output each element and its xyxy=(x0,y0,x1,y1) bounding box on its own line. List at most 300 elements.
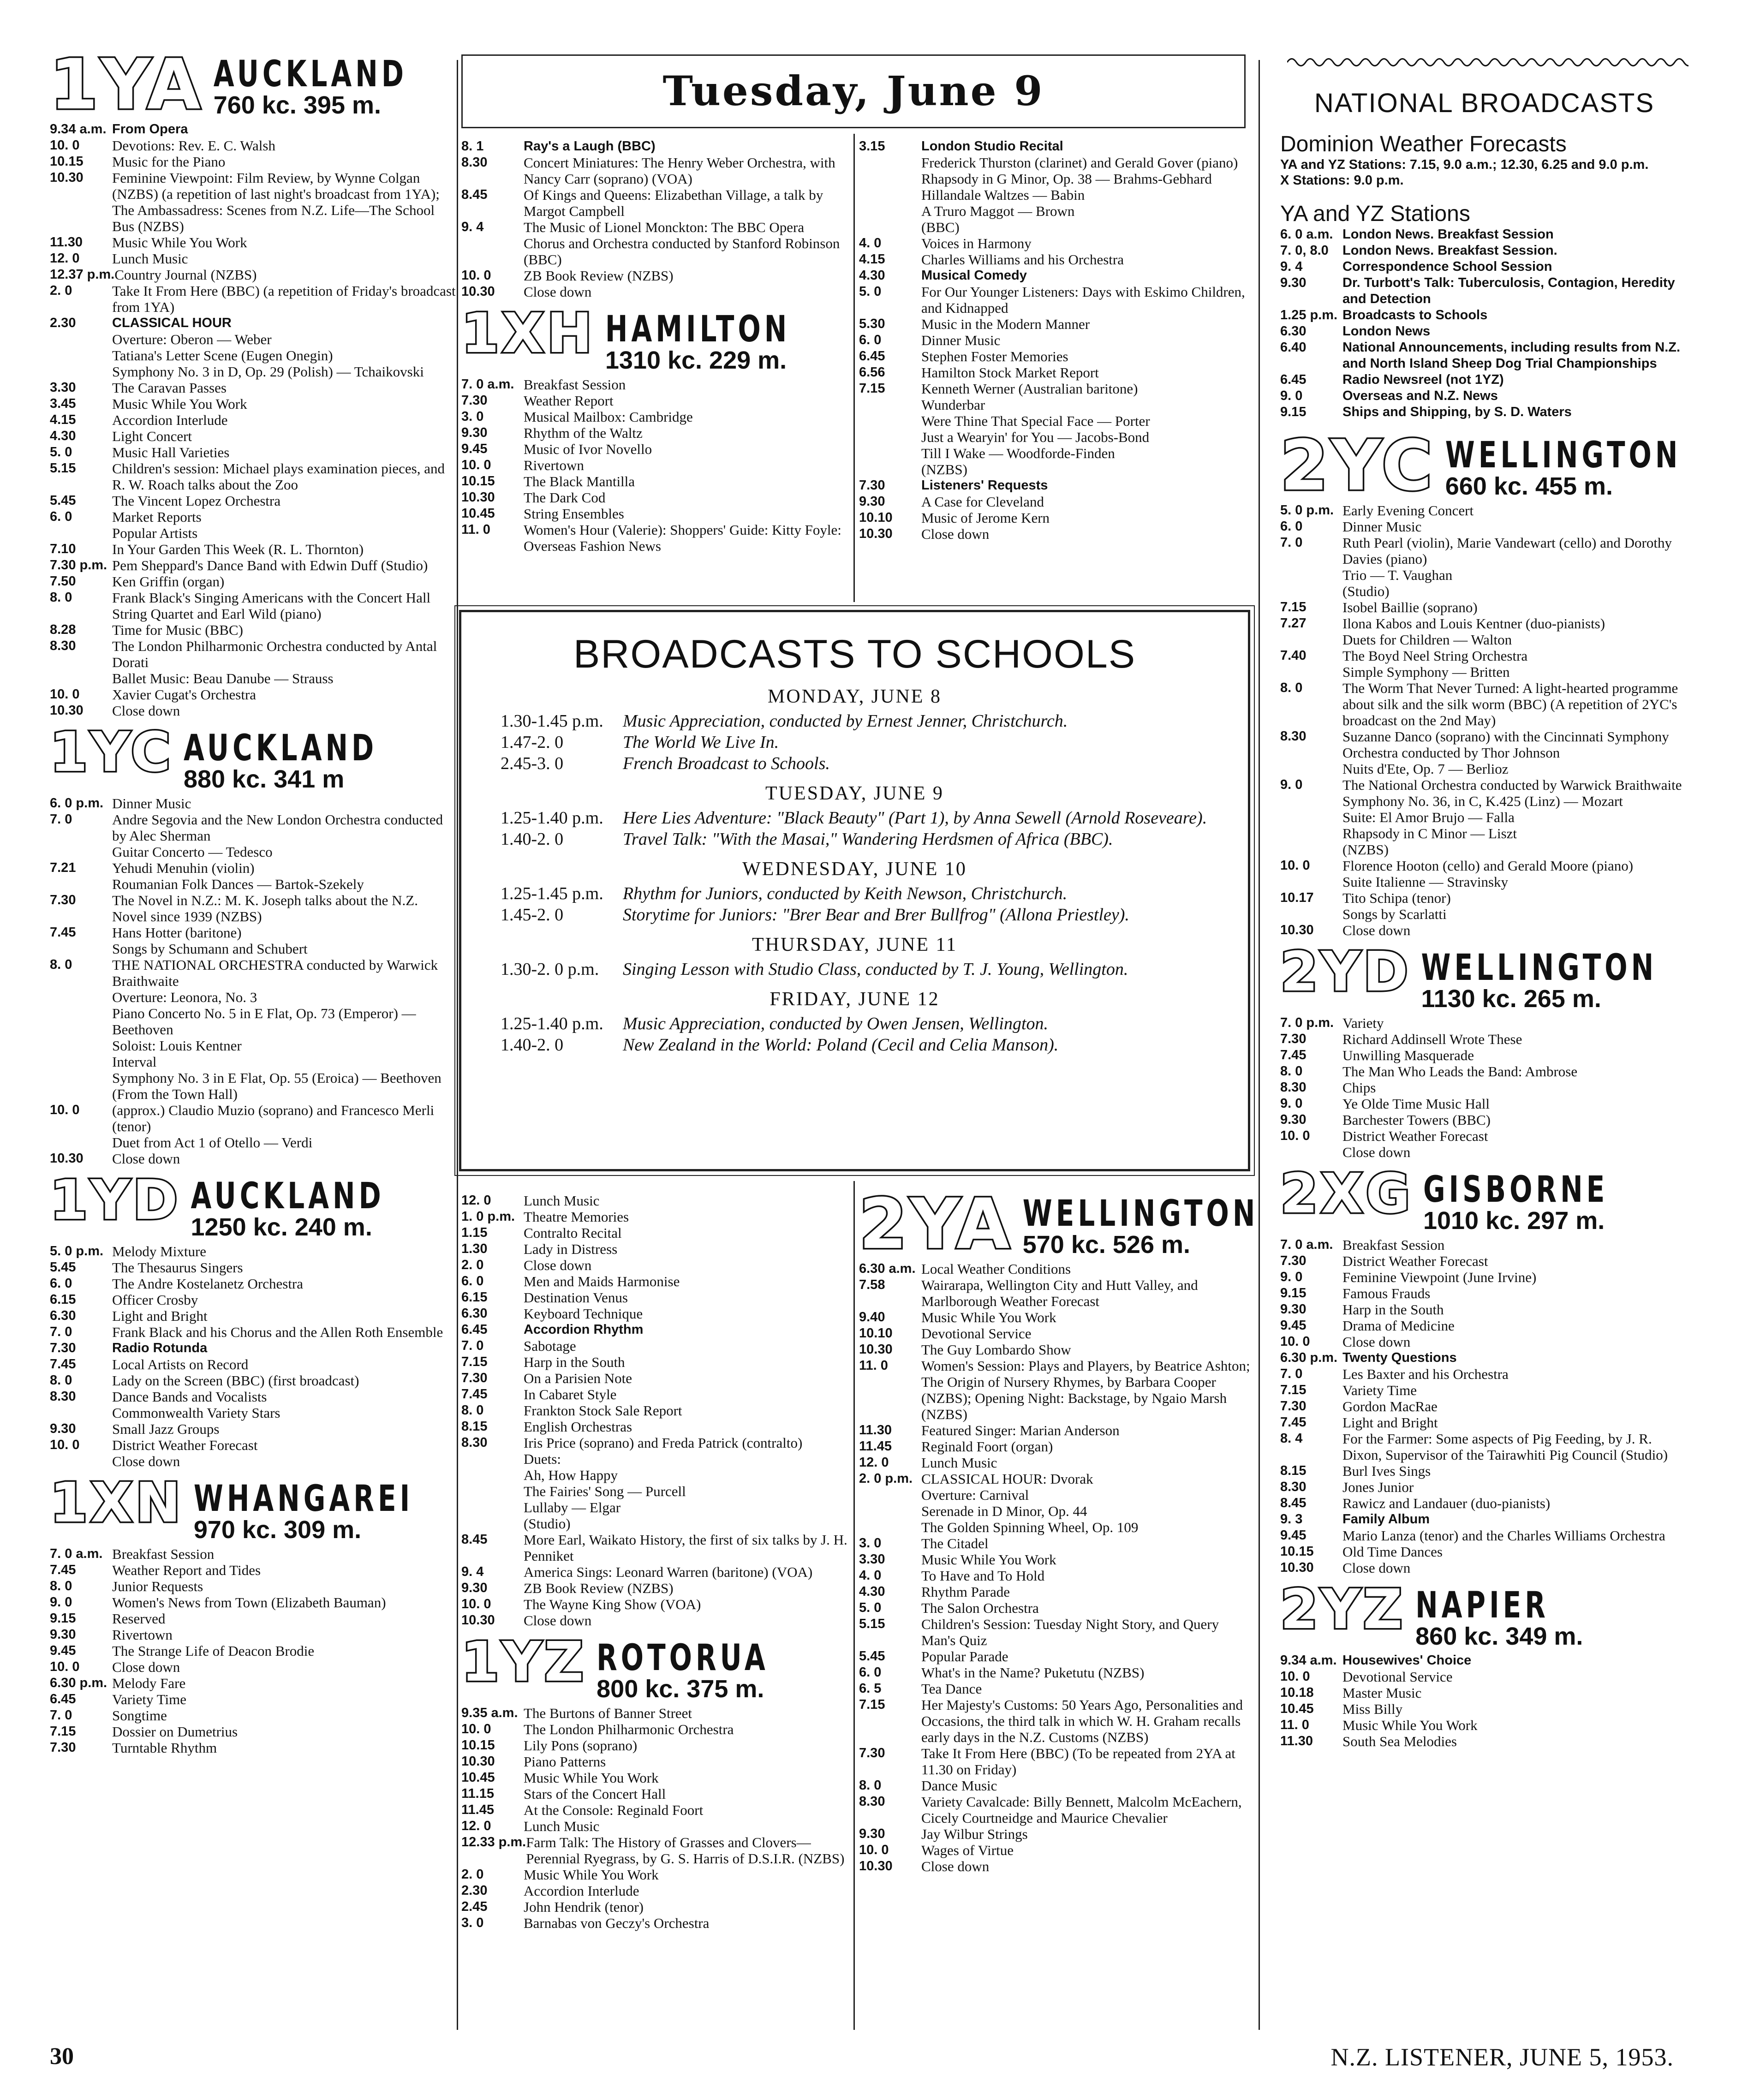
schedule-time: 10.30 xyxy=(1280,923,1314,937)
schedule-text: Piano Patterns xyxy=(524,1754,606,1770)
schedule-item xyxy=(1280,1701,1688,1717)
schedule-item xyxy=(50,331,456,347)
schedule-time: 4.30 xyxy=(859,268,885,283)
schedule-text: Duets: xyxy=(524,1451,561,1467)
schedule-text: At the Console: Reginald Foort xyxy=(524,1802,704,1818)
schedule-text: Local Artists on Record xyxy=(112,1356,249,1372)
schedule-item xyxy=(1280,632,1688,648)
schedule-text: Suite Italienne — Stravinsky xyxy=(1342,874,1509,890)
schedule-item xyxy=(1280,1653,1688,1669)
schedule-time: 10.30 xyxy=(461,1754,495,1769)
schedule-text: Close down xyxy=(524,1612,592,1629)
schedule-item xyxy=(1280,1544,1688,1560)
schedule-item xyxy=(1280,599,1688,615)
schedule-item xyxy=(461,1225,849,1241)
schedule-time: 7.30 xyxy=(50,1341,76,1355)
schedule-text: Jones Junior xyxy=(1342,1479,1414,1495)
station-city: WHANGAREI xyxy=(193,1477,414,1520)
schedule-item xyxy=(1280,841,1688,858)
schedule-item xyxy=(50,315,456,331)
schedule-text: Lady in Distress xyxy=(524,1241,618,1257)
schedule-text: Ken Griffin (organ) xyxy=(112,573,225,590)
schedule-text: Reginald Foort (organ) xyxy=(921,1438,1053,1455)
schedule-item xyxy=(859,1664,1253,1681)
station-header-2yc xyxy=(1280,426,1688,506)
schedule-item xyxy=(859,1778,1253,1794)
schedule-item xyxy=(859,155,1253,171)
schedule-item xyxy=(461,489,849,506)
schedule-text: Time for Music (BBC) xyxy=(112,622,243,638)
schedule-text: Women's Hour (Valerie): Shoppers' Guide: Kitty Foyle: Overseas Fashion News xyxy=(524,522,841,554)
schedule-time: 7.15 xyxy=(859,1697,885,1712)
schedule-item xyxy=(50,925,456,941)
schedule-text: Women's Session: Plays and Players, by Beatrice Ashton; The Origin of Nursery Rhymes, by Barbara Cooper (NZBS); Opening Night: Backstage, by Ngaio Marsh (NZBS) xyxy=(921,1358,1250,1422)
schedule-text: Chips xyxy=(1342,1080,1376,1096)
schedule-time xyxy=(1280,583,1342,599)
schedule-item xyxy=(859,397,1253,413)
schools-text: The World We Live In. xyxy=(623,733,779,752)
schedule-item xyxy=(50,493,456,509)
schools-time: 1.25-1.45 p.m. xyxy=(501,884,603,903)
schedule-text: Close down xyxy=(1342,1144,1411,1160)
schedule-text: District Weather Forecast xyxy=(1342,1128,1488,1144)
schedule-item xyxy=(859,1277,1253,1309)
station-frequency: 800 kc. 375 m. xyxy=(597,1675,764,1703)
schedule-time xyxy=(50,1005,112,1038)
schedule-text: CLASSICAL HOUR xyxy=(112,316,232,330)
schedule-item xyxy=(461,1770,849,1786)
schedule-item xyxy=(50,703,456,719)
schedule-item xyxy=(461,1580,849,1596)
schedule-item xyxy=(1280,1733,1688,1749)
schedule-text: Ilona Kabos and Louis Kentner (duo-pianists) xyxy=(1342,615,1605,632)
schedule-item xyxy=(50,1389,456,1405)
schedule-item xyxy=(859,348,1253,364)
schedule-time: 3.45 xyxy=(50,396,76,411)
schools-text: Here Lies Adventure: "Black Beauty" (Part 1), by Anna Sewell (Arnold Roseveare). xyxy=(623,808,1207,828)
schedule-item xyxy=(50,1562,456,1578)
schedule-time: 9.15 xyxy=(1280,405,1306,419)
schedule-1yz xyxy=(461,1705,849,1931)
schedule-text: Officer Crosby xyxy=(112,1292,198,1308)
schedule-text: Xavier Cugat's Orchestra xyxy=(112,686,257,703)
schedule-text: Close down xyxy=(921,526,990,542)
schedule-time: 11.15 xyxy=(461,1786,494,1801)
schedule-item xyxy=(1280,1398,1688,1414)
schedule-item xyxy=(461,506,849,522)
schools-time: 1.30-2. 0 p.m. xyxy=(501,960,599,979)
station-header-1yz xyxy=(461,1630,849,1703)
schedule-time xyxy=(859,413,921,429)
schedule-item xyxy=(461,1338,849,1354)
schedule-text: The Vincent Lopez Orchestra xyxy=(112,493,281,509)
schedule-text: London News. Breakfast Session xyxy=(1342,227,1554,242)
schedule-text: Music While You Work xyxy=(112,234,247,251)
schedule-text: Soloist: Louis Kentner xyxy=(112,1038,242,1054)
schedule-time: 7.27 xyxy=(1280,616,1306,631)
schedule-text: The Burtons of Banner Street xyxy=(524,1705,692,1721)
schedule-item xyxy=(859,1681,1253,1697)
schedule-item xyxy=(50,121,456,137)
station-frequency: 1250 kc. 240 m. xyxy=(191,1213,372,1241)
schedule-item xyxy=(1280,227,1688,243)
schedule-item xyxy=(1280,1511,1688,1527)
station-frequency: 760 kc. 395 m. xyxy=(213,91,382,119)
schedule-text: Frank Black and his Chorus and the Allen Roth Ensemble xyxy=(112,1324,443,1340)
schedule-item xyxy=(859,1697,1253,1745)
schedule-item xyxy=(859,1584,1253,1600)
schedule-text: Close down xyxy=(112,1151,180,1167)
schedule-time: 10.30 xyxy=(461,284,495,299)
schedule-text: Weather Report and Tides xyxy=(112,1562,261,1578)
schedule-item xyxy=(461,1883,849,1899)
schedule-text: Melody Mixture xyxy=(112,1243,207,1259)
schedule-time xyxy=(461,1483,524,1499)
schedule-time: 7.15 xyxy=(461,1354,488,1369)
schedule-text: ZB Book Review (NZBS) xyxy=(524,1580,674,1596)
schools-title: BROADCASTS TO SCHOOLS xyxy=(573,632,1136,676)
schedule-text: Wairarapa, Wellington City and Hutt Valley, and Marlborough Weather Forecast xyxy=(921,1277,1198,1309)
schedule-text: The London Philharmonic Orchestra conducted by Antal Dorati xyxy=(112,638,437,670)
schools-item xyxy=(461,732,1248,753)
schools-item xyxy=(461,883,1248,904)
schedule-item xyxy=(1280,1479,1688,1495)
schedule-item xyxy=(461,1705,849,1721)
schedule-item xyxy=(859,1745,1253,1778)
schedule-text: The Strange Life of Deacon Brodie xyxy=(112,1643,315,1659)
schedule-time xyxy=(1280,841,1342,858)
schedule-item xyxy=(1280,1431,1688,1463)
schedule-text: Housewives' Choice xyxy=(1342,1653,1472,1668)
schedule-time xyxy=(50,941,112,957)
station-city: AUCKLAND xyxy=(213,53,407,95)
schedule-text: Devotions: Rev. E. C. Walsh xyxy=(112,137,275,154)
schedule-item xyxy=(50,1578,456,1594)
schedule-item xyxy=(461,1596,849,1612)
schedule-time: 8.30 xyxy=(1280,1480,1306,1494)
schedule-item xyxy=(461,1532,849,1564)
schedule-text: Light Concert xyxy=(112,428,192,444)
schedule-time: 10. 0 xyxy=(461,458,491,472)
middle-right-upper-column xyxy=(859,138,1253,542)
schedule-text: Drama of Medicine xyxy=(1342,1318,1455,1334)
schools-text: Rhythm for Juniors, conducted by Keith Newson, Christchurch. xyxy=(623,884,1068,903)
schedule-item xyxy=(50,137,456,154)
schedule-item xyxy=(1280,728,1688,761)
schedule-time: 7.30 xyxy=(1280,1399,1306,1414)
schedule-time: 6.30 xyxy=(1280,324,1306,339)
schools-day-heading: TUESDAY, JUNE 9 xyxy=(765,783,944,804)
schedule-time xyxy=(50,670,112,686)
schedule-item xyxy=(1280,1334,1688,1350)
schedule-item xyxy=(859,364,1253,381)
schedule-time: 4.15 xyxy=(859,252,885,267)
schedule-item xyxy=(1280,1144,1688,1160)
schedule-time xyxy=(50,844,112,860)
schedule-item xyxy=(50,941,456,957)
schedule-text: Harp in the South xyxy=(524,1354,625,1370)
schedule-time: 4. 0 xyxy=(859,236,882,251)
schedule-text: CLASSICAL HOUR: Dvorak xyxy=(921,1471,1093,1487)
schedule-text: Sabotage xyxy=(524,1338,576,1354)
schedule-item xyxy=(859,1422,1253,1438)
schedule-text: Keyboard Technique xyxy=(524,1306,643,1322)
schedule-time: 6.15 xyxy=(50,1292,76,1307)
schedule-time: 7. 0, 8.0 xyxy=(1280,243,1329,258)
schedule-text: The Golden Spinning Wheel, Op. 109 xyxy=(921,1519,1139,1535)
schedule-item xyxy=(1280,1237,1688,1253)
schedule-text: Breakfast Session xyxy=(112,1546,215,1562)
schedule-time: 9. 4 xyxy=(461,1564,484,1579)
schedule-item xyxy=(1280,1463,1688,1479)
schedule-time: 9. 4 xyxy=(1280,259,1303,274)
schedule-time: 9.30 xyxy=(50,1421,76,1436)
schedule-item xyxy=(461,1402,849,1419)
schedule-text: Lunch Music xyxy=(921,1455,997,1471)
schedule-time: 2.45 xyxy=(461,1899,488,1914)
schedule-time: 7.10 xyxy=(50,542,76,556)
schedule-item xyxy=(50,1691,456,1707)
schedule-text: Light and Bright xyxy=(112,1308,208,1324)
schedule-time: 8.30 xyxy=(859,1794,885,1809)
schedule-text: Close down xyxy=(524,284,592,300)
schedule-item xyxy=(50,590,456,622)
schedule-item xyxy=(1280,874,1688,890)
schedule-item xyxy=(461,1193,849,1209)
left-column xyxy=(50,45,456,1756)
schedule-time: 10. 0 xyxy=(1280,1334,1310,1349)
schedule-time: 6.15 xyxy=(461,1290,488,1305)
station-frequency: 1010 kc. 297 m. xyxy=(1423,1207,1605,1235)
station-call-sign: 1YC xyxy=(50,720,173,784)
schedule-time: 7. 0 a.m. xyxy=(50,1546,103,1561)
schedule-item xyxy=(50,1324,456,1340)
schedule-time: 6. 0 xyxy=(859,333,882,347)
schedule-item xyxy=(50,1372,456,1389)
schedule-item xyxy=(50,1643,456,1659)
schedule-text: More Earl, Waikato History, the first of six talks by J. H. Penniket xyxy=(524,1532,847,1564)
schedule-time: 3.30 xyxy=(859,1552,885,1567)
yayz-title: YA and YZ Stations xyxy=(1280,202,1470,226)
schedule-text: Music of Jerome Kern xyxy=(921,510,1050,526)
schedule-item xyxy=(461,1612,849,1629)
schedule-time xyxy=(50,525,112,541)
schedule-time: 10.10 xyxy=(859,510,893,525)
schedule-item xyxy=(859,203,1253,219)
schedule-time: 9.45 xyxy=(1280,1318,1306,1333)
schedule-text: Popular Parade xyxy=(921,1648,1008,1664)
schedule-text: Children's session: Michael plays examination pieces, and R. W. Roach talks about the Zoo xyxy=(112,460,445,493)
schedule-time: 10.30 xyxy=(461,490,495,505)
schedule-time: 10.17 xyxy=(1280,890,1314,905)
schedule-item xyxy=(1280,323,1688,340)
schedule-text: In Cabaret Style xyxy=(524,1386,617,1402)
schedule-item xyxy=(859,1842,1253,1858)
schedule-text: (NZBS) xyxy=(1342,841,1389,858)
schedule-time xyxy=(1280,793,1342,809)
schedule-item xyxy=(461,1467,849,1483)
schedule-time xyxy=(1280,825,1342,841)
schools-day-heading: THURSDAY, JUNE 11 xyxy=(752,934,958,955)
weather-title: Dominion Weather Forecasts xyxy=(1280,132,1567,156)
schedule-time: 7. 0 xyxy=(1280,1366,1303,1381)
schedule-time: 8.30 xyxy=(1280,729,1306,744)
schedule-text: Devotional Service xyxy=(921,1325,1032,1342)
schedule-text: Overture: Carnival xyxy=(921,1487,1029,1503)
schedule-text: Country Journal (NZBS) xyxy=(114,267,257,283)
schedule-text: Radio Rotunda xyxy=(112,1341,208,1355)
schedule-text: Ah, How Happy xyxy=(524,1467,618,1483)
schedule-item xyxy=(1280,1414,1688,1431)
schedule-time: 8.28 xyxy=(50,622,76,637)
schedule-item xyxy=(1280,1301,1688,1318)
schedule-text: Feminine Viewpoint: Film Review, by Wynne Colgan (NZBS) (a repetition of last night's broadcast from 1YA); The Ambassadress: Scenes from N.Z. Life—The School Bus (NZBS) xyxy=(112,170,440,234)
schools-time: 1.25-1.40 p.m. xyxy=(501,808,603,828)
schedule-text: South Sea Melodies xyxy=(1342,1733,1457,1749)
schedule-text: Variety Time xyxy=(112,1691,187,1707)
schedule-time: 8. 0 xyxy=(50,957,72,972)
station-call-sign: 1YZ xyxy=(461,1630,587,1694)
schedule-text: Rivertown xyxy=(524,457,584,473)
schools-item xyxy=(461,904,1248,925)
schedule-item xyxy=(50,1134,456,1151)
schedule-time: 7.30 xyxy=(461,393,488,408)
publication-footer: N.Z. LISTENER, JUNE 5, 1953. xyxy=(1330,2043,1674,2071)
schedule-item xyxy=(50,1356,456,1372)
schedule-time: 8.30 xyxy=(50,1389,76,1404)
station-call-sign: 2YA xyxy=(859,1184,1013,1265)
schedule-item xyxy=(50,1405,456,1421)
station-city: NAPIER xyxy=(1415,1584,1549,1627)
schedule-national xyxy=(1280,227,1688,420)
schedule-time: 6.30 p.m. xyxy=(50,1676,107,1690)
schedule-time: 9.45 xyxy=(461,441,488,456)
schedule-time: 3.15 xyxy=(859,139,885,154)
schedule-item xyxy=(461,1786,849,1802)
schedule-item xyxy=(859,1342,1253,1358)
schedule-time: 5.45 xyxy=(50,493,76,508)
schedule-text: Music Hall Varieties xyxy=(112,444,230,460)
middle-right-lower-column xyxy=(859,1184,1259,1874)
schedule-item xyxy=(50,876,456,892)
schedule-item xyxy=(461,1834,849,1867)
schedule-item xyxy=(50,1292,456,1308)
schedule-text: Dinner Music xyxy=(921,332,1001,348)
schedule-item xyxy=(50,1675,456,1691)
schedule-item xyxy=(461,219,849,268)
schedule-time: 11.45 xyxy=(461,1802,494,1817)
schedule-time: 6.30 p.m. xyxy=(1280,1350,1338,1365)
station-header-1yc xyxy=(50,720,456,793)
schedule-time: 7.30 xyxy=(50,893,76,907)
schedule-time xyxy=(1280,906,1342,922)
schedule-item xyxy=(1280,761,1688,777)
schedule-text: Ray's a Laugh (BBC) xyxy=(524,139,656,154)
schedule-item xyxy=(461,1737,849,1754)
schedule-text: Breakfast Session xyxy=(1342,1237,1445,1253)
schedule-text: Take It From Here (BBC) (a repetition of Friday's broadcast from 1YA) xyxy=(112,283,456,315)
schedule-time: 12. 0 xyxy=(461,1819,491,1833)
schedule-item xyxy=(859,332,1253,348)
schedule-time: 1. 0 p.m. xyxy=(461,1209,515,1224)
schedule-text: Duets for Children — Walton xyxy=(1342,632,1512,648)
schedule-time: 6.45 xyxy=(1280,372,1306,387)
schedule-time: 9.30 xyxy=(461,425,488,440)
schedule-item xyxy=(50,1627,456,1643)
schedule-item xyxy=(461,284,849,300)
schedule-time: 6.45 xyxy=(859,349,885,364)
schedule-time: 9. 0 xyxy=(1280,1096,1303,1111)
schedule-item xyxy=(859,284,1253,316)
schedule-item xyxy=(859,445,1253,461)
schedule-text: Gordon MacRae xyxy=(1342,1398,1438,1414)
schedule-time: 7. 0 a.m. xyxy=(1280,1237,1333,1252)
schools-time: 1.40-2. 0 xyxy=(501,829,564,849)
schedule-time xyxy=(859,397,921,413)
right-column xyxy=(1280,65,1688,1749)
schedule-item xyxy=(461,138,849,155)
schedule-text: Mario Lanza (tenor) and the Charles Williams Orchestra xyxy=(1342,1527,1665,1544)
schedule-time: 12. 0 xyxy=(859,1455,889,1470)
schedule-time: 6. 0 p.m. xyxy=(50,796,104,811)
schedule-1ya xyxy=(50,121,456,719)
schedule-item xyxy=(859,1551,1253,1568)
schedule-text: The Thesaurus Singers xyxy=(112,1259,243,1276)
schedule-text: The National Orchestra conducted by Warwick Braithwaite xyxy=(1342,777,1682,793)
schedule-text: Musical Mailbox: Cambridge xyxy=(524,409,693,425)
station-frequency: 1310 kc. 229 m. xyxy=(605,346,787,374)
schedule-time xyxy=(1280,809,1342,825)
schedule-text: Variety xyxy=(1342,1015,1384,1031)
schedule-text: Music While You Work xyxy=(524,1770,659,1786)
schedule-item xyxy=(461,1899,849,1915)
schedule-time: 3.30 xyxy=(50,380,76,395)
schedule-time: 11.30 xyxy=(50,235,83,250)
schedule-item xyxy=(859,1261,1253,1277)
schedule-time: 9.30 xyxy=(50,1627,76,1642)
schedule-item xyxy=(461,155,849,187)
schedule-time xyxy=(461,1515,524,1532)
national-title: NATIONAL BROADCASTS xyxy=(1314,88,1655,118)
schedule-text: Turntable Rhythm xyxy=(112,1740,217,1756)
schedule-time: 10.45 xyxy=(461,1770,495,1785)
schedule-time: 5. 0 xyxy=(50,445,72,459)
schedule-text: The Man Who Leads the Band: Ambrose xyxy=(1342,1063,1578,1080)
schedule-text: Ships and Shipping, by S. D. Waters xyxy=(1342,405,1572,419)
schedule-text: Nuits d'Ete, Op. 7 — Berlioz xyxy=(1342,761,1509,777)
schedule-time: 8. 0 xyxy=(1280,1064,1303,1079)
schedule-time xyxy=(50,1453,112,1469)
schedule-time: 10.30 xyxy=(859,1342,893,1357)
schedule-time: 9. 4 xyxy=(461,220,484,234)
schedule-item xyxy=(461,1754,849,1770)
schedule-item xyxy=(461,1451,849,1467)
schedule-item xyxy=(50,557,456,573)
schedule-text: (Studio) xyxy=(524,1515,571,1532)
schedule-text: Children's Session: Tuesday Night Story, and Query Man's Quiz xyxy=(921,1616,1219,1648)
schedule-time: 10.30 xyxy=(50,703,84,718)
schedule-item xyxy=(1280,1669,1688,1685)
station-header-2ya xyxy=(859,1184,1259,1265)
schedule-item xyxy=(859,526,1253,542)
schedule-item xyxy=(50,412,456,428)
station-header-1xh xyxy=(461,301,849,374)
schedule-item xyxy=(461,1915,849,1931)
schools-text: Music Appreciation, conducted by Ernest Jenner, Christchurch. xyxy=(623,711,1068,731)
schedule-item xyxy=(1280,583,1688,599)
schedule-time: 3. 0 xyxy=(859,1536,882,1551)
schedule-item xyxy=(859,1794,1253,1826)
